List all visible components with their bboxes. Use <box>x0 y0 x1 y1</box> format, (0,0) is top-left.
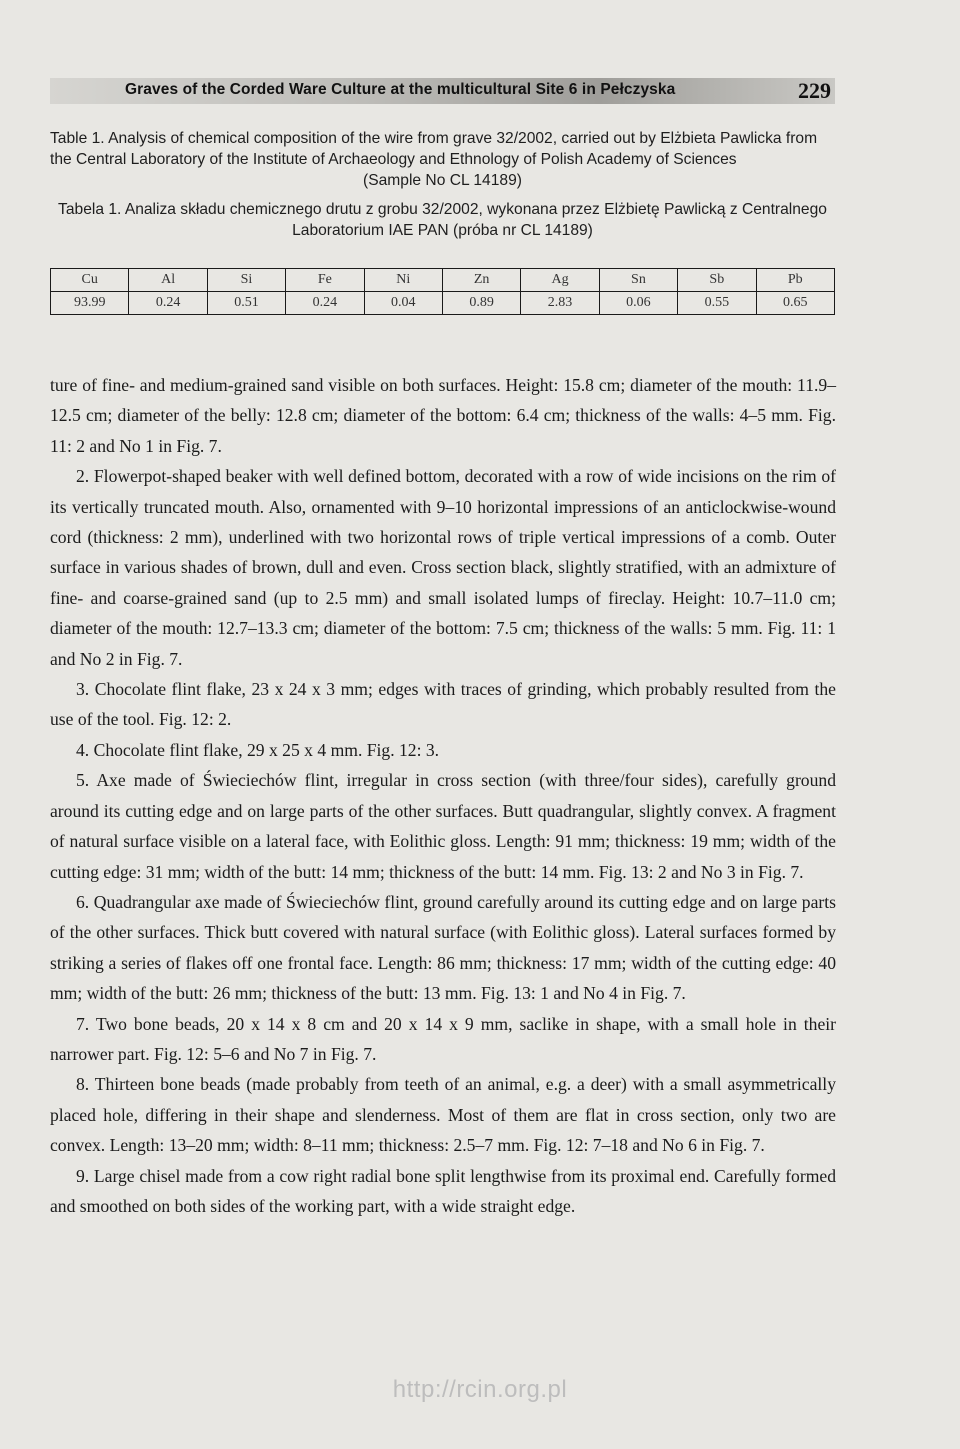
table-header-cell: Zn <box>442 269 520 292</box>
table-caption-en <box>50 128 835 191</box>
table-cell: 0.04 <box>364 292 442 315</box>
paragraph: 5. Axe made of Świeciechów flint, irregular in cross section (with three/four sides), carefully ground around its cutting edge and on large parts of the other surfaces. Butt quadrangular, slightly convex. A fragment of natural surface visible on a lateral face, with Eolithic gloss. Length: 91 mm; thickness: 19 mm; width of the cutting edge: 31 mm; width of the butt: 14 mm; thickness of the butt: 14 mm. Fig. 13: 2 and No 3 in Fig. 7. <box>50 770 836 882</box>
page-number: 229 <box>798 78 831 103</box>
paragraph: 7. Two bone beads, 20 x 14 x 8 cm and 20 x 14 x 9 mm, saclike in shape, with a small hole in their narrower part. Fig. 12: 5–6 and No 7 in Fig. 7. <box>50 1013 836 1064</box>
running-title: Graves of the Corded Ware Culture at the multicultural Site 6 in Pełczyska <box>125 81 676 98</box>
caption-pl-text: Analiza składu chemicznego drutu z grobu 32/2002, wykonana przez Elżbietę Pawlicką z Centralnego Laboratorium IAE PAN (próba nr CL 14189) <box>121 201 827 239</box>
paragraph: 8. Thirteen bone beads (made probably from teeth of an animal, e.g. a deer) with a small asymmetrically placed hole, differing in their shape and slenderness. Most of them are flat in cross section, only two are convex. Length: 13–20 mm; width: 8–11 mm; thickness: 2.5–7 mm. Fig. 12: 7–18 and No 6 in Fig. 7. <box>50 1074 836 1156</box>
table-cell: 0.65 <box>756 292 834 315</box>
body-text <box>50 370 836 1221</box>
table-cell: 0.51 <box>207 292 285 315</box>
table-cell: 0.55 <box>678 292 756 315</box>
paragraph: 3. Chocolate flint flake, 23 x 24 x 3 mm; edges with traces of grinding, which probably resulted from the use of the tool. Fig. 12: 2. <box>50 679 836 730</box>
chemical-composition-table <box>50 268 835 315</box>
table-header-cell: Cu <box>51 269 129 292</box>
table-header-cell: Si <box>207 269 285 292</box>
paragraph: 4. Chocolate flint flake, 29 x 25 x 4 mm. Fig. 12: 3. <box>76 739 440 760</box>
table-header-cell: Fe <box>286 269 364 292</box>
table-caption-pl <box>50 199 835 241</box>
table-cell: 0.24 <box>129 292 207 315</box>
paragraph: 6. Quadrangular axe made of Świeciechów flint, ground carefully around its cutting edge and on large parts of the other surfaces. Thick butt covered with natural surface (with Eolithic gloss). Lateral surfaces formed by striking a series of flakes off one frontal face. Length: 86 mm; thickness: 17 mm; width of the cutting edge: 40 mm; width of the butt: 26 mm; thickness of the butt: 13 mm. Fig. 13: 1 and No 4 in Fig. 7. <box>50 891 836 1004</box>
table-header-cell: Ni <box>364 269 442 292</box>
table-cell: 0.24 <box>286 292 364 315</box>
table-header-cell: Pb <box>756 269 834 292</box>
footer-url: http://rcin.org.pl <box>392 1376 568 1403</box>
table-header-cell: Ag <box>521 269 599 292</box>
paragraph: ture of fine- and medium-grained sand visible on both surfaces. Height: 15.8 cm; diameter of the mouth: 11.9–12.5 cm; diameter of the belly: 12.8 cm; diameter of the bottom: 6.4 cm; thickness of the walls: 4–5 mm. Fig. 11: 2 and No 1 in Fig. 7. <box>50 375 836 456</box>
table-row <box>51 292 835 315</box>
table-cell: 93.99 <box>51 292 129 315</box>
table-header-cell: Al <box>129 269 207 292</box>
running-header <box>50 78 835 104</box>
table-header-cell: Sn <box>599 269 677 292</box>
paragraph: 2. Flowerpot-shaped beaker with well defined bottom, decorated with a row of wide incisions on the rim of its vertically truncated mouth. Also, ornamented with 9–10 horizontal impressions of an anticlockwise-wound cord (thickness: 2 mm), underlined with two horizontal rows of triple vertical impressions of a comb. Outer surface in various shades of brown, dull and even. Cross section black, slightly stratified, with an admixture of fine- and coarse-grained sand (up to 2.5 mm) and small isolated lumps of fireclay. Height: 10.7–11.0 cm; diameter of the mouth: 12.7–13.3 cm; diameter of the bottom: 7.5 cm; thickness of the walls: 5 mm. Fig. 11: 1 and No 2 in Fig. 7. <box>50 466 836 669</box>
caption-en-text: Analysis of chemical composition of the wire from grave 32/2002, carried out by Elżbieta Pawlicka from the Central Laboratory of the Institute of Archaeology and Ethnology of Polish Academy of Sciences <box>50 130 818 168</box>
table-header-cell: Sb <box>678 269 756 292</box>
caption-en-sample: (Sample No CL 14189) <box>363 172 522 189</box>
table-cell: 0.89 <box>442 292 520 315</box>
paragraph: 9. Large chisel made from a cow right radial bone split lengthwise from its proximal end. Carefully formed and smoothed on both sides of the working part, with a wide straight edge. <box>50 1165 836 1216</box>
caption-pl-label: Tabela 1. <box>58 201 122 218</box>
table-cell: 2.83 <box>521 292 599 315</box>
table-cell: 0.06 <box>599 292 677 315</box>
table-header-row <box>51 269 835 292</box>
caption-en-label: Table 1. <box>50 130 105 147</box>
